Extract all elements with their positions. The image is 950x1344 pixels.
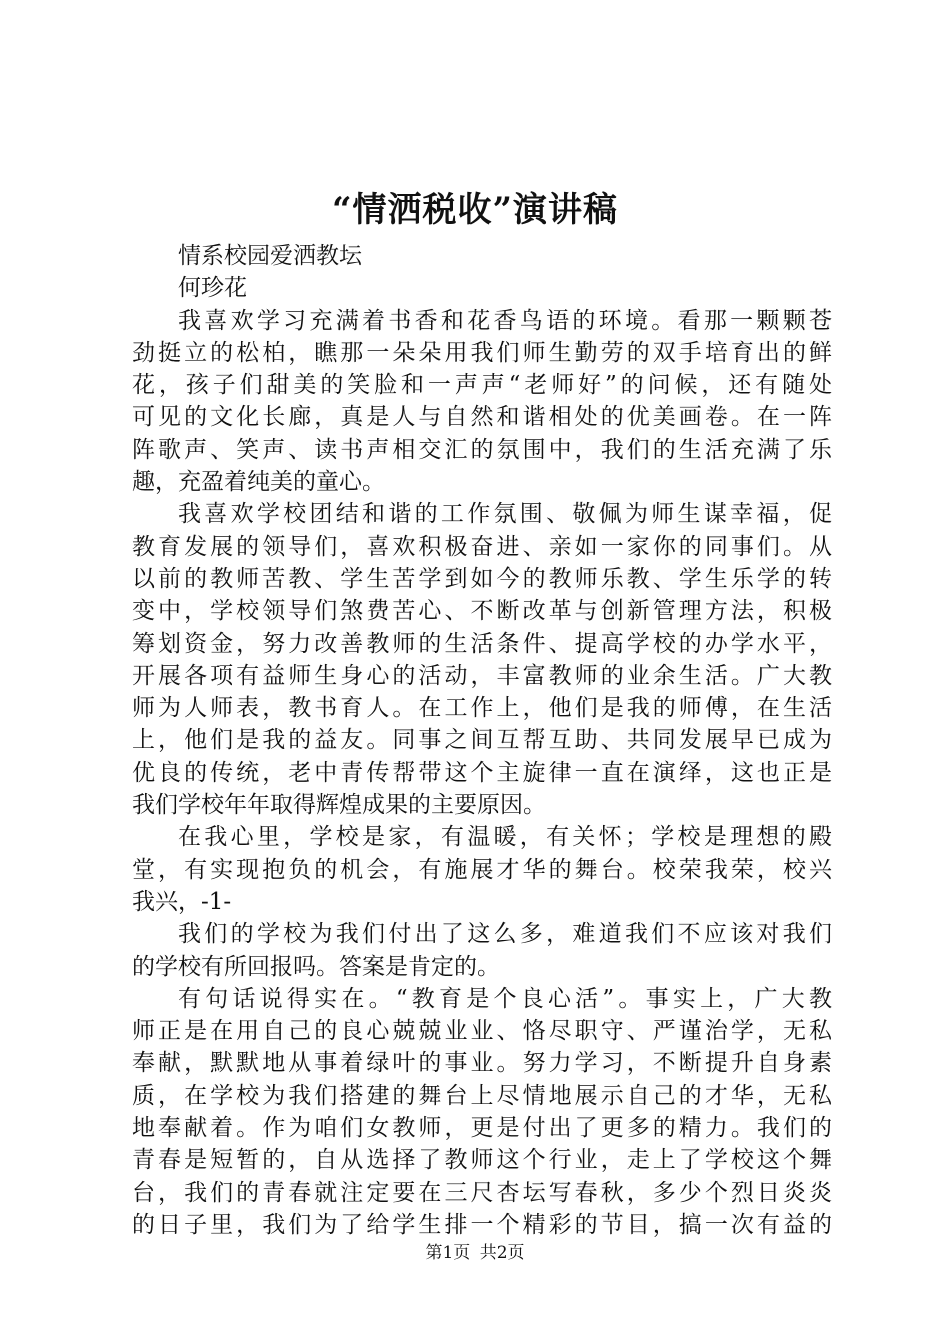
document-body (132, 240, 832, 1241)
text-line: 花，孩子们甜美的笑脸和一声声“老师好”的问候，还有随处 (132, 372, 832, 399)
text-line: 阵歌声、笑声、读书声相交汇的氛围中，我们的生活充满了乐 (132, 436, 832, 463)
text-line: 我喜欢学校团结和谐的工作氛围、敬佩为师生谋幸福，促 (178, 501, 832, 528)
text-line: 师为人师表，教书育人。在工作上，他们是我的师傅，在生活 (132, 695, 832, 722)
text-line: 的学校有所回报吗。答案是肯定的。 (132, 953, 500, 980)
text-line: 堂，有实现抱负的机会，有施展才华的舞台。校荣我荣，校兴 (132, 856, 832, 883)
text-line: 变中，学校领导们煞费苦心、不断改革与创新管理方法，积极 (132, 598, 832, 625)
text-line: 青春是短暂的，自从选择了教师这个行业，走上了学校这个舞 (132, 1147, 832, 1174)
page-footer (0, 1241, 950, 1265)
text-line: 劲挺立的松柏，瞧那一朵朵用我们师生勤劳的双手培育出的鲜 (132, 339, 832, 366)
text-line: 有句话说得实在。“教育是个良心活”。事实上，广大教 (178, 985, 832, 1012)
text-line: 台，我们的青春就注定要在三尺杏坛写春秋，多少个烈日炎炎 (132, 1179, 832, 1206)
text-line: 在我心里，学校是家，有温暖，有关怀；学校是理想的殿 (178, 824, 832, 851)
text-line: 的日子里，我们为了给学生排一个精彩的节目，搞一次有益的 (132, 1211, 832, 1238)
text-line: 筹划资金，努力改善教师的生活条件、提高学校的办学水平， (132, 630, 832, 657)
text-line: 上，他们是我的益友。同事之间互帮互助、共同发展早已成为 (132, 727, 832, 754)
text-line: 开展各项有益师生身心的活动，丰富教师的业余生活。广大教 (132, 662, 832, 689)
text-line: 优良的传统，老中青传帮带这个主旋律一直在演绎，这也正是 (132, 759, 832, 786)
text-line: 教育发展的领导们，喜欢积极奋进、亲如一家你的同事们。从 (132, 533, 832, 560)
text-line: 地奉献着。作为咱们女教师，更是付出了更多的精力。我们的 (132, 1115, 832, 1142)
text-line: 我们学校年年取得辉煌成果的主要原因。 (132, 792, 546, 819)
page-count: 共2页 (479, 1243, 525, 1263)
text-line: 情系校园爱洒教坛 (178, 243, 362, 269)
text-line: 可见的文化长廊，真是人与自然和谐相处的优美画卷。在一阵 (132, 404, 832, 431)
text-line: 质，在学校为我们搭建的舞台上尽情地展示自己的才华，无私 (132, 1082, 832, 1109)
text-line: 以前的教师苦教、学生苦学到如今的教师乐教、学生乐学的转 (132, 565, 832, 592)
text-line: 奉献，默默地从事着绿叶的事业。努力学习，不断提升自身素 (132, 1050, 832, 1077)
text-line: 我兴，-1- (132, 888, 232, 915)
text-line: 我们的学校为我们付出了这么多，难道我们不应该对我们 (178, 921, 832, 948)
page-title: “情洒税收”演讲稿 (331, 190, 619, 230)
text-line: 趣，充盈着纯美的童心。 (132, 469, 385, 496)
text-line: 师正是在用自己的良心兢兢业业、恪尽职守、严谨治学，无私 (132, 1018, 832, 1045)
text-line: 我喜欢学习充满着书香和花香鸟语的环境。看那一颗颗苍 (178, 307, 832, 334)
text-line: 何珍花 (178, 275, 247, 302)
page-number: 第1页 (425, 1243, 471, 1263)
